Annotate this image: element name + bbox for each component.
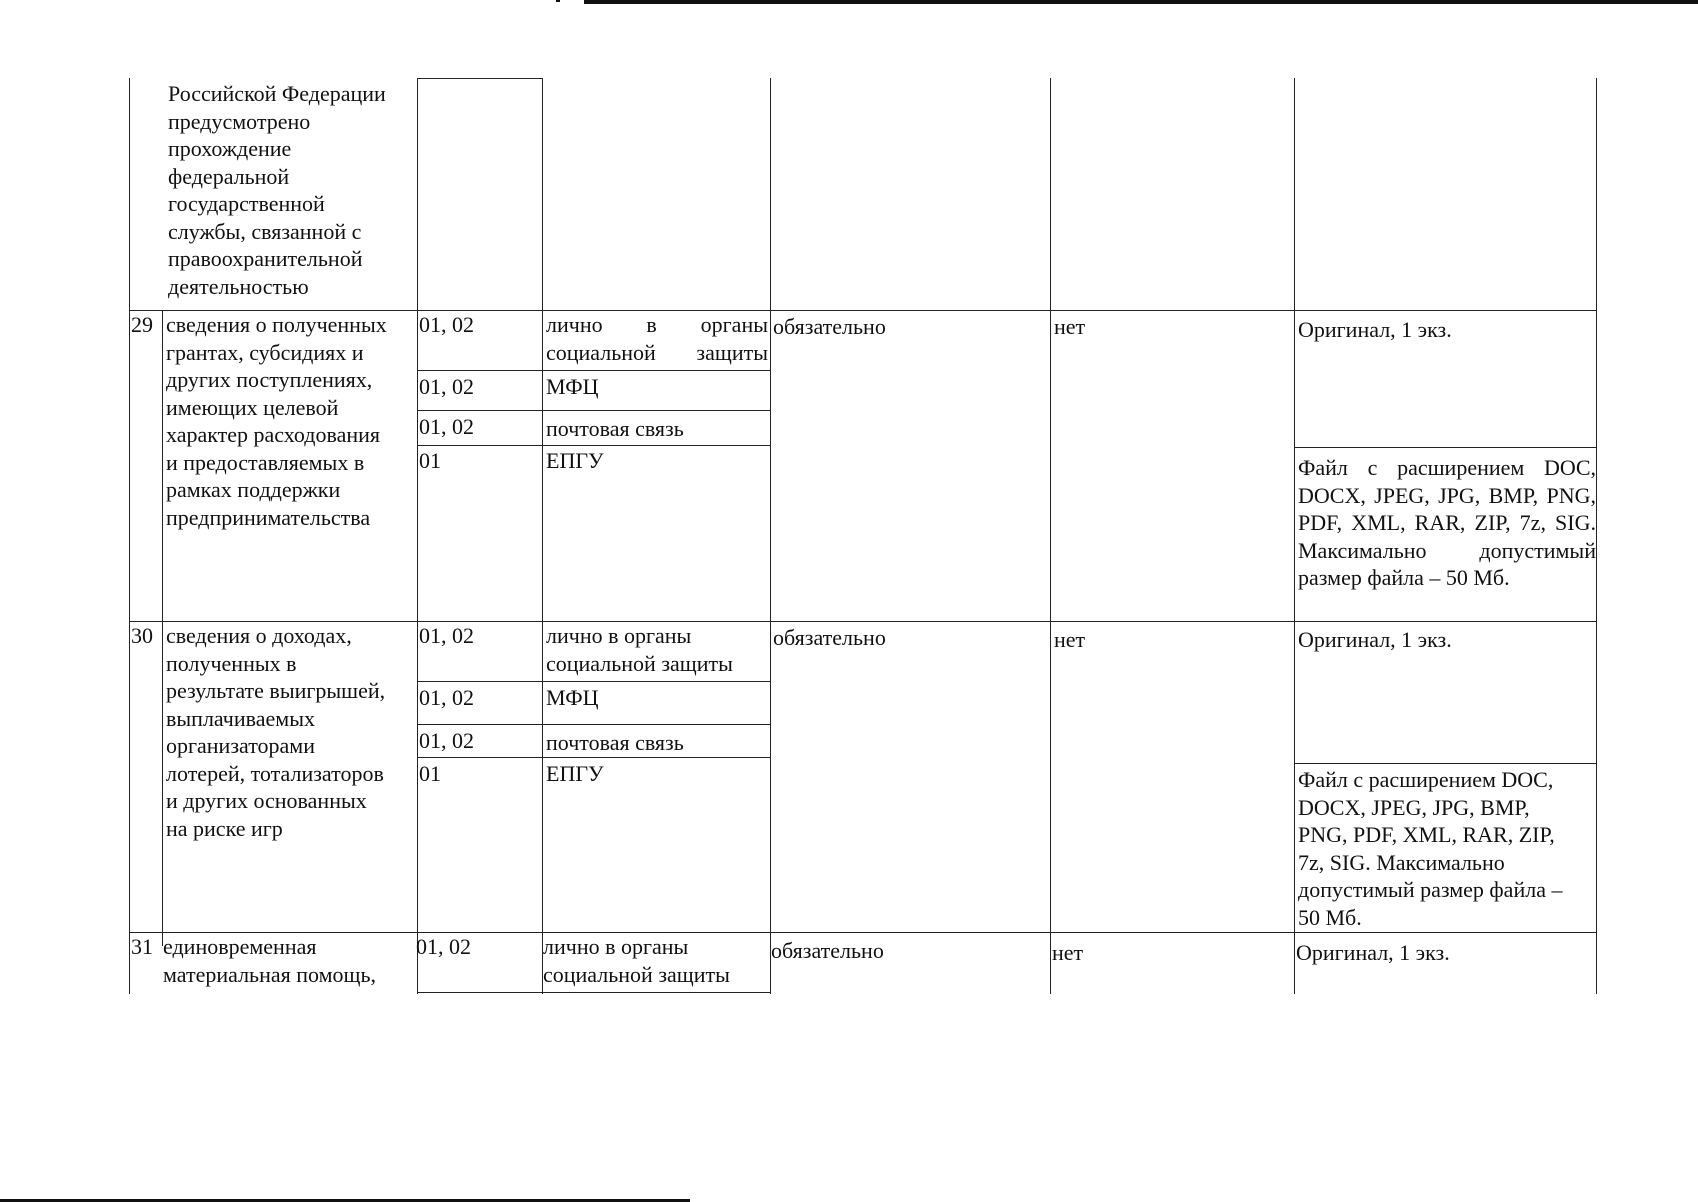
- channel-code: 01, 02: [419, 685, 474, 710]
- table-border: [417, 724, 771, 725]
- table-border: [1294, 763, 1597, 764]
- table-border: [542, 78, 543, 994]
- table-border: [417, 681, 771, 682]
- obligation-value: обязательно: [771, 938, 884, 963]
- original-copies: Оригинал, 1 экз.: [1298, 627, 1452, 652]
- flag-value: нет: [1054, 314, 1086, 339]
- table-border: [417, 992, 771, 993]
- channel-code: 01, 02: [419, 623, 474, 648]
- channel-method: лично в органы социальной защиты: [546, 623, 733, 676]
- channel-method: ЕПГУ: [546, 448, 604, 473]
- table-border: [1596, 78, 1597, 994]
- row-description: сведения о полученных грантах, субсидиях и других поступлениях, имеющих целевой характер расходования и предоставляемых в рамках поддержки предпринимательства: [166, 312, 387, 530]
- channel-method: ЕПГУ: [546, 761, 604, 786]
- channel-code: 01, 02: [419, 374, 474, 399]
- table-border: [417, 78, 543, 79]
- channel-method: лично в органы социальной защиты: [543, 934, 730, 987]
- flag-value: нет: [1054, 627, 1086, 652]
- row-number: 30: [131, 623, 153, 648]
- channel-code: 01, 02: [416, 934, 471, 959]
- table-border: [1294, 78, 1295, 994]
- channel-code: 01, 02: [419, 414, 474, 439]
- channel-code: 01, 02: [419, 728, 474, 753]
- row-number: 29: [131, 312, 153, 337]
- file-requirements: Файл с расширением DOC, DOCX, JPEG, JPG, BMP, PNG, PDF, XML, RAR, ZIP, 7z, SIG. Максимально допустимый размер файла – 50 Мб.: [1298, 767, 1563, 930]
- original-copies: Оригинал, 1 экз.: [1298, 317, 1452, 342]
- table-border: [417, 757, 771, 758]
- obligation-value: обязательно: [773, 625, 886, 650]
- obligation-value: обязательно: [773, 314, 886, 339]
- file-requirements: Файл с расширением DOC, DOCX, JPEG, JPG, BMP, PNG, PDF, XML, RAR, ZIP, 7z, SIG. Максимально допустимый размер файла – 50 Мб.: [1298, 455, 1596, 590]
- table-border: [417, 445, 771, 446]
- table-border: [417, 78, 418, 994]
- table-border: [417, 370, 771, 371]
- table-border: [1050, 78, 1051, 994]
- channel-code: 01, 02: [419, 312, 474, 337]
- row-description: сведения о доходах, полученных в результате выигрышей, выплачиваемых организаторами лотерей, тотализаторов и других основанных на риске игр: [166, 623, 386, 841]
- table-border: [162, 310, 163, 946]
- table-border: [417, 410, 771, 411]
- channel-method: лично в органы социальной защиты: [546, 312, 768, 365]
- table-border: [129, 78, 130, 994]
- channel-method: МФЦ: [546, 685, 599, 710]
- row-description: единовременная материальная помощь,: [163, 934, 376, 987]
- flag-value: нет: [1052, 940, 1084, 965]
- continuation-description: Российской Федерации предусмотрено прохождение федеральной государственной службы, связанной с правоохранительной деятельностью: [168, 81, 386, 299]
- row-number: 31: [131, 934, 153, 959]
- channel-method: МФЦ: [546, 374, 599, 399]
- table-border: [1294, 447, 1597, 448]
- channel-method: почтовая связь: [546, 730, 684, 755]
- channel-method: почтовая связь: [546, 416, 684, 441]
- original-copies: Оригинал, 1 экз.: [1296, 940, 1450, 965]
- table-border: [770, 78, 771, 994]
- channel-code: 01: [419, 761, 441, 786]
- channel-code: 01: [419, 448, 441, 473]
